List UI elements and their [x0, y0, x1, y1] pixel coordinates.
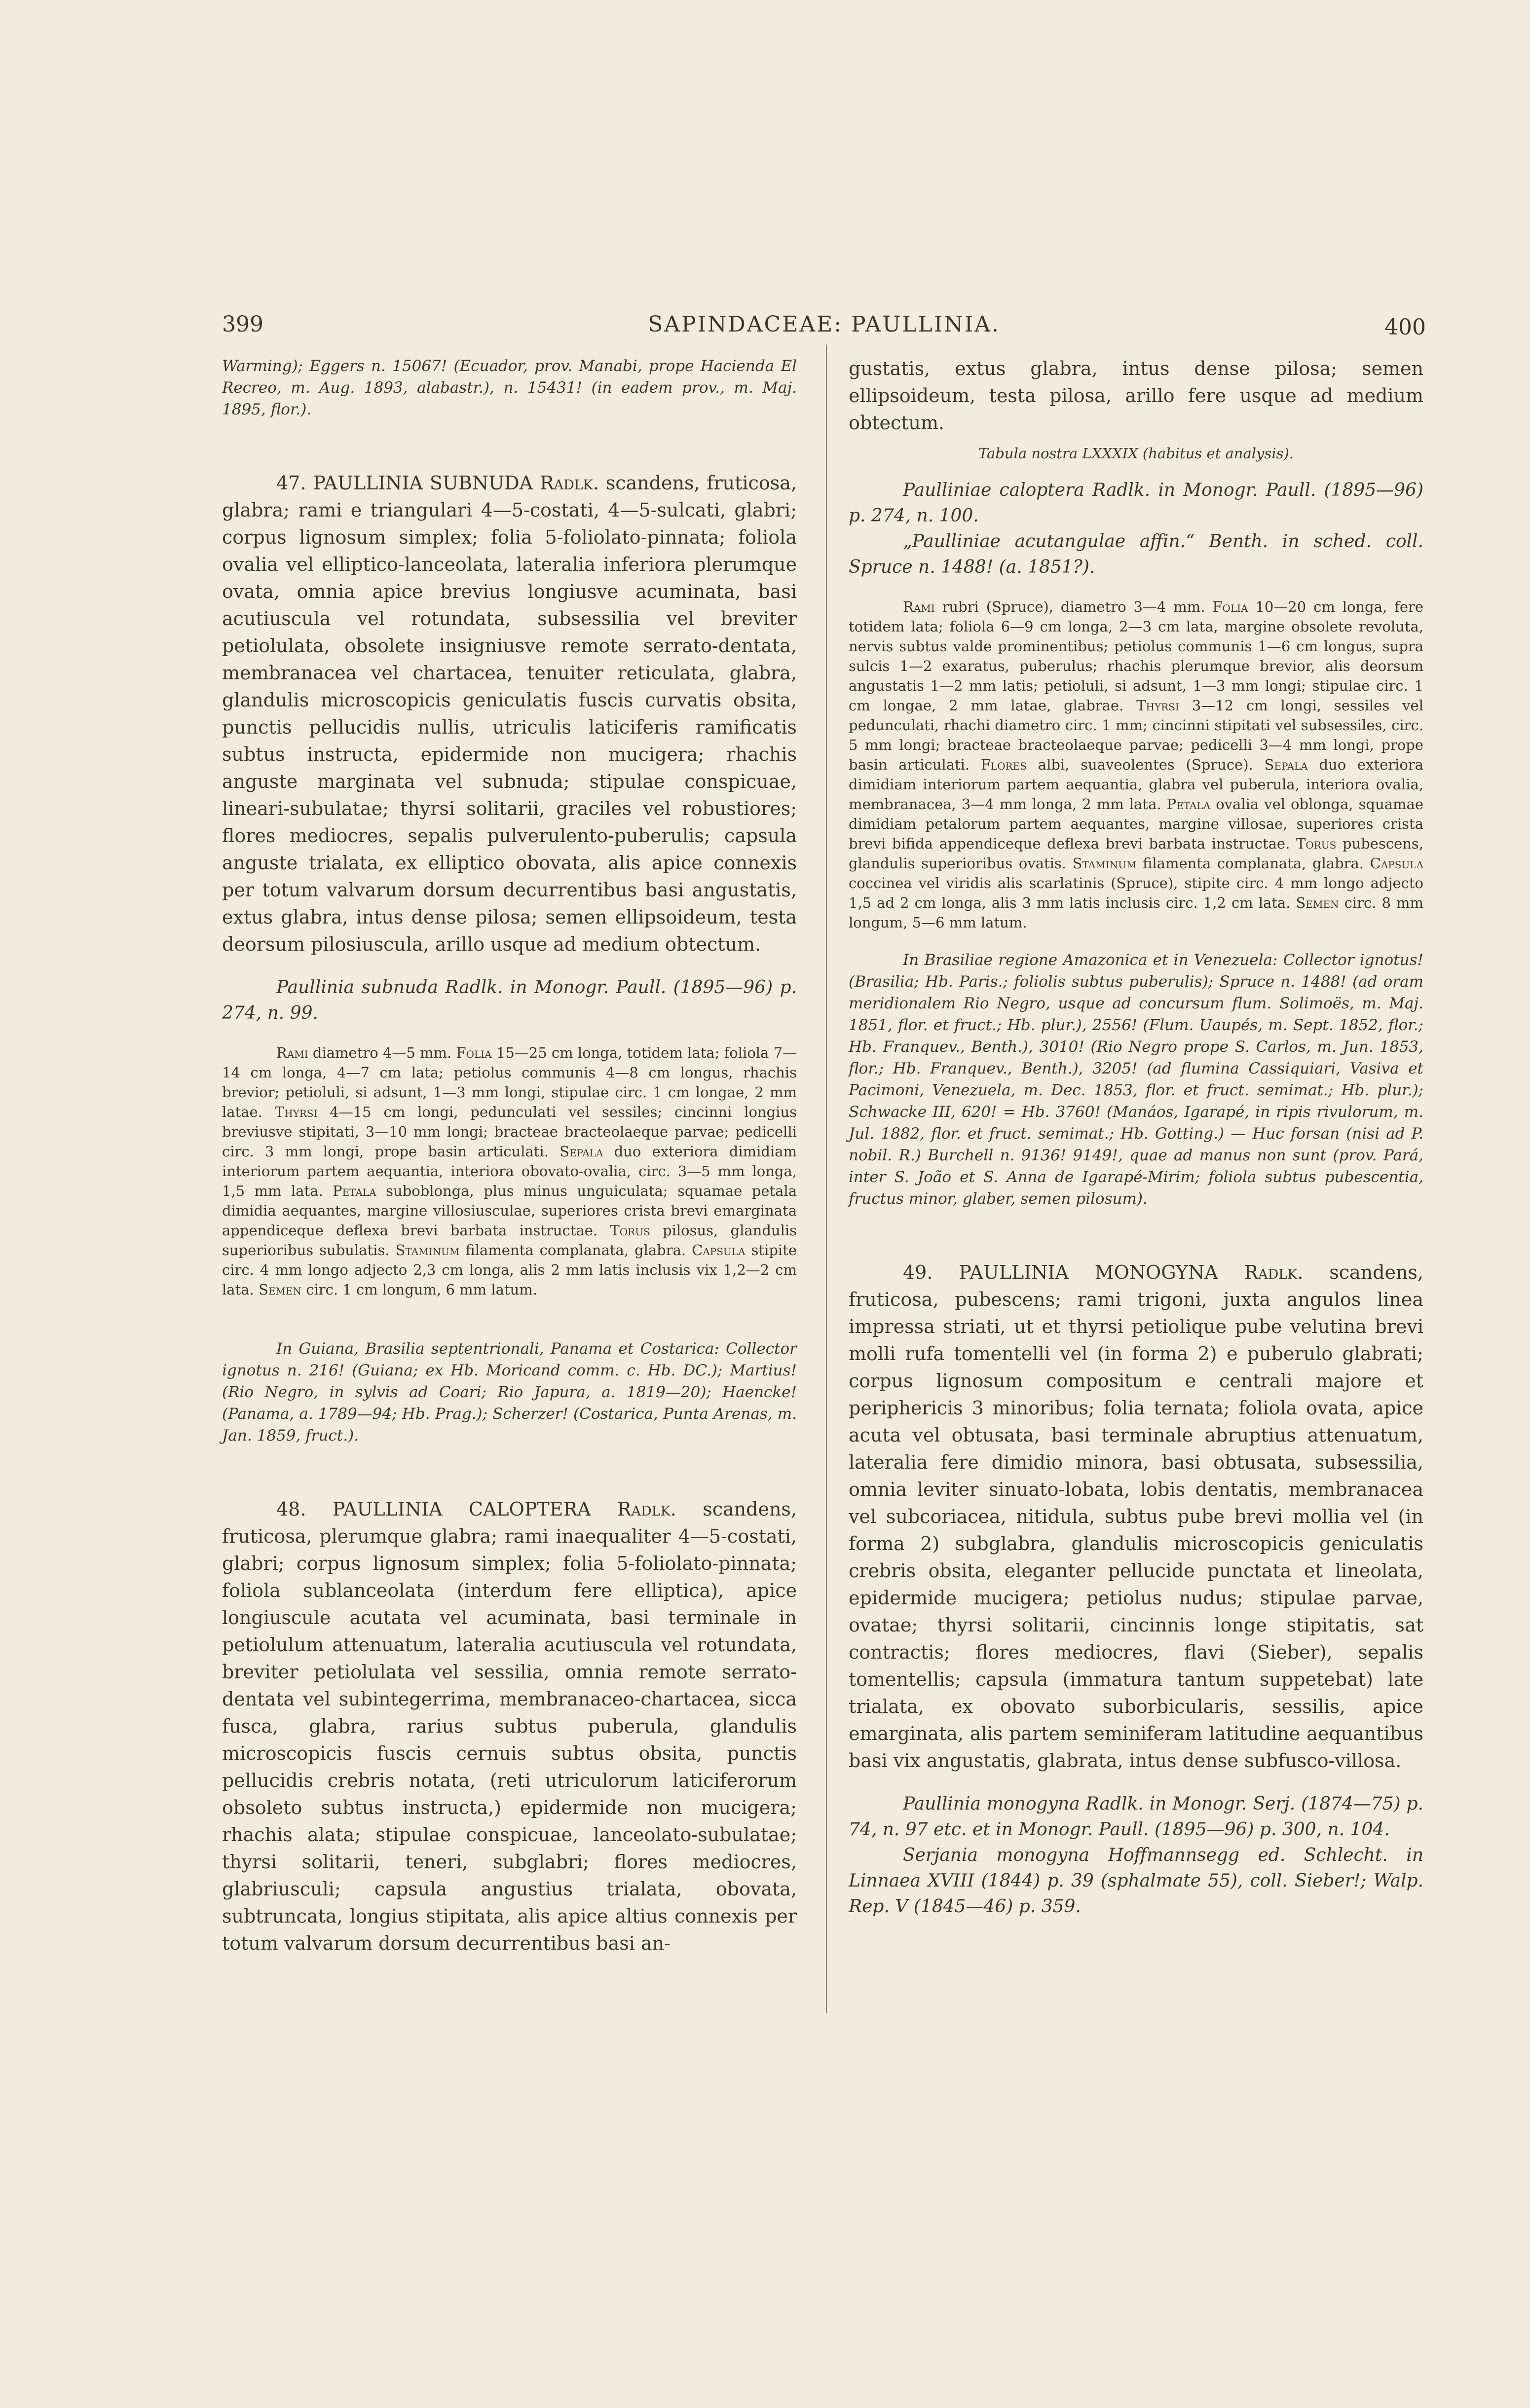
column-divider: [826, 345, 827, 2013]
species-48-author: Radlk.: [617, 1498, 676, 1520]
detail-text: ovalia vel oblonga, squamae dimidiam petalorum partem aequantes, margine villosae, superiores crista brevi bifida appendiceque deflexa brevi barbata instructae.: [849, 796, 1423, 852]
detail-text: filamenta complanata, glabra.: [1143, 855, 1364, 872]
detail-label: Sepala: [560, 1143, 603, 1160]
species-48-citation-1: Paulliniae caloptera Radlk. in Monogr. Paull. (1895—96) p. 274, n. 100.: [849, 480, 1423, 526]
species-49-text: scandens, fruticosa, pubescens; rami trigoni, juxta angulos linea impressa striati, ut et thyrsi petiolique pube velutina brevi molli rufa tomentelli vel (in forma 2) e puberulo glabrati; corpus lignosum compositum e centrali majore et periphericis 3 minoribus; folia ternata; foliola ovata, apice acuta vel obtusata, basi terminale abruptius attenuatum, lateralia fere dimidio minora, basi obtusata, subsessilia, omnia leviter sinuato-lobata, lobis dentatis, membranacea vel subcoriacea, nitidula, subtus pube brevi mollia vel (in forma 2) subglabra, glandulis microscopicis geniculatis crebris obsita, eleganter pellucide punctata et lineolata, epidermide mucigera; petiolus nudus; stipulae parvae, ovatae; thyrsi solitarii, cincinnis longe stipitatis, sat contractis; flores mediocres, flavi (Sieber), sepalis tomentellis; capsula (immatura tantum suppetebat) late trialata, ex obovato suborbicularis, sessilis, apice emarginata, alis partem seminiferam latitudine aequantibus basi vix angustatis, glabrata, intus dense subfusco-villosa.: [849, 1261, 1423, 1772]
detail-text: suboblonga, plus minus unguiculata; squamae petala dimidia aequantes, margine villosiusculae, superiores crista brevi emarginata appendiceque deflexa brevi barbata instructae.: [222, 1183, 797, 1239]
detail-text: circ. 8 mm longum, 5—6 mm latum.: [849, 894, 1424, 931]
detail-label: Torus: [1296, 835, 1337, 852]
detail-text: pubescens, glandulis superioribus ovatis.: [849, 835, 1424, 872]
page-header: [222, 302, 1426, 346]
detail-label: Petala: [1166, 796, 1211, 813]
species-48-name: PAULLINIA CALOPTERA: [332, 1498, 591, 1520]
detail-label: Semen: [258, 1281, 301, 1298]
species-47-author: Radlk.: [539, 472, 599, 494]
intro-note: Warming); Eggers n. 15067! (Ecuador, prov. Manabi, prope Hacienda El Recreo, m. Aug. 1893, alabastr.), n. 15431! (in eadem prov., m. Maj. 1895, flor.).: [222, 357, 797, 418]
species-48-details: [849, 597, 1423, 932]
detail-label: Torus: [610, 1222, 650, 1239]
detail-label: Capsula: [692, 1242, 746, 1259]
plate-note: Tabula nostra LXXXIX (habitus et analysis).: [978, 445, 1294, 462]
species-47-name: PAULLINIA SUBNUDA: [313, 472, 533, 494]
detail-label: Flores: [980, 756, 1027, 773]
species-49-citation-1: Paullinia monogyna Radlk. in Monogr. Serj. (1874—75) p. 74, n. 97 etc. et in Monogr. Paull. (1895—96) p. 300, n. 104.: [849, 1794, 1423, 1840]
species-47-citation: Paullinia subnuda Radlk. in Monogr. Paull. (1895—96) p. 274, n. 99.: [222, 977, 797, 1023]
species-48-description: [222, 1496, 797, 1957]
species-47-distribution: In Guiana, Brasilia septentrionali, Panama et Costarica: Collector ignotus n. 216! (Guiana; ex Hb. Moricand comm. c. Hb. DC.); Martius! (Rio Negro, in sylvis ad Coari; Rio Japura, a. 1819—20); Haencke! (Panama, a. 1789—94; Hb. Prag.); Scherzer! (Costarica, Punta Arenas, m. Jan. 1859, fruct.).: [222, 1340, 797, 1445]
detail-text: 4—15 cm longi, pedunculati vel sessiles; cincinni longius breviusve stipitati, 3—10 mm longi; bracteae bracteolaeque parvae; pedicelli circ. 3 mm longi, prope basin articulati.: [222, 1104, 797, 1160]
species-47-number: 47.: [276, 472, 306, 494]
species-49-name: PAULLINIA MONOGYNA: [959, 1261, 1218, 1283]
detail-label: Thyrsi: [1136, 697, 1179, 714]
detail-text: circ. 1 cm longum, 6 mm latum.: [306, 1281, 537, 1298]
detail-label: Staminum: [1072, 855, 1137, 872]
detail-label: Rami: [903, 598, 935, 615]
species-48-citation-2: „Paulliniae acutangulae affin.“ Benth. in sched. coll. Spruce n. 1488! (a. 1851?).: [849, 531, 1423, 577]
detail-label: Folia: [1212, 598, 1248, 615]
species-48-continuation: gustatis, extus glabra, intus dense pilosa; semen ellipsoideum, testa pilosa, arillo fere usque ad medium obtectum.: [849, 358, 1423, 434]
species-48-distribution: In Brasiliae regione Amazonica et in Venezuela: Collector ignotus! (Brasilia; Hb. Paris.; foliolis subtus puberulis); Spruce n. 1488! (ad oram meridionalem Rio Negro, usque ad concursum flum. Solimoës, m. Maj. 1851, flor. et fruct.; Hb. plur.), 2556! (Flum. Uaupés, m. Sept. 1852, flor.; Hb. Franquev., Benth.), 3010! (Rio Negro prope S. Carlos, m. Jun. 1853, flor.; Hb. Franquev., Benth.), 3205! (ad flumina Cassiquiari, Vasiva et Pacimoni, Venezuela, m. Dec. 1853, flor. et fruct. semimat.; Hb. plur.); Schwacke III, 620! = Hb. 3760! (Manáos, Igarapé, in ripis rivulorum, m. Jul. 1882, flor. et fruct. semimat.; Hb. Gotting.) — Huc forsan (nisi ad P. nobil. R.) Burchell n. 9136! 9149!, quae ad manus non sunt (prov. Pará, inter S. João et S. Anna de Igarapé-Mirim; foliola subtus pubescentia, fructus minor, glaber, semen pilosum).: [849, 951, 1423, 1208]
detail-label: Sepala: [1264, 756, 1308, 773]
detail-label: Staminum: [395, 1242, 460, 1259]
species-49-citation-2: Serjania monogyna Hoffmannsegg ed. Schlecht. in Linnaea XVIII (1844) p. 39 (sphalmate 55), coll. Sieber!; Walp. Rep. V (1845—46) p. 359.: [849, 1845, 1423, 1917]
detail-text: stipite circ. 4 mm longo adjecto 2,3 cm longa, alis 2 mm latis inclusis vix 1,2—2 cm lata.: [222, 1242, 797, 1298]
detail-label: Semen: [1296, 894, 1339, 911]
species-47-details: [222, 1043, 797, 1299]
right-column: [849, 355, 1423, 1920]
detail-text: diametro 4—5 mm.: [312, 1044, 452, 1061]
detail-text: filamenta complanata, glabra.: [465, 1242, 686, 1259]
left-column: [222, 355, 797, 1957]
detail-text: 15—25 cm longa, totidem lata; foliola 7—14 cm longa, 4—7 cm lata; petiolus communis 4—8 cm longus, rhachis brevior; petioluli, si adsunt, 1—3 mm longi, stipulae circ. 1 cm longae, 2 mm latae.: [222, 1044, 797, 1120]
detail-label: Petala: [333, 1183, 376, 1199]
detail-text: duo exteriora dimidiam interiorum partem aequantia, glabra vel puberula, interiora ovalia, membranacea, 3—4 mm longa, 2 mm lata.: [849, 756, 1423, 813]
detail-text: pilosus, glandulis superioribus subulatis.: [222, 1222, 797, 1259]
species-48-number: 48.: [276, 1498, 306, 1520]
species-49-author: Radlk.: [1244, 1261, 1304, 1283]
running-title: SAPINDACEAE: PAULLINIA.: [648, 312, 1000, 337]
species-49-number: 49.: [903, 1261, 933, 1283]
detail-label: Folia: [456, 1044, 492, 1061]
detail-label: Capsula: [1370, 855, 1424, 872]
detail-label: Thyrsi: [274, 1104, 318, 1120]
page-number-left: 399: [222, 312, 263, 337]
species-47-text: scandens, fruticosa, glabra; rami e triangulari 4—5-costati, 4—5-sulcati, glabri; corpus lignosum simplex; folia 5-foliolato-pinnata; foliola ovalia vel elliptico-lanceolata, lateralia inferiora plerumque ovata, omnia apice brevius longiusve acuminata, basi acutiuscula vel rotundata, subsessilia vel breviter petiolulata, obsolete insigniusve remote serrato-dentata, membranacea vel chartacea, tenuiter reticulata, glabra, glandulis microscopicis geniculatis fuscis curvatis obsita, punctis pellucidis nullis, utriculis laticiferis ramificatis subtus instructa, epidermide non mucigera; rhachis anguste marginata vel subnuda; stipulae conspicuae, lineari-subulatae; thyrsi solitarii, graciles vel robustiores; flores mediocres, sepalis pulverulento-puberulis; capsula anguste trialata, ex elliptico obovata, alis apice connexis per totum valvarum dorsum decurrentibus basi angustatis, extus glabra, intus dense pilosa; semen ellipsoideum, testa deorsum pilosiuscula, arillo usque ad medium obtectum.: [222, 472, 797, 955]
species-48-text: scandens, fruticosa, plerumque glabra; rami inaequaliter 4—5-costati, glabri; corpus lignosum simplex; folia 5-foliolato-pinnata; foliola sublanceolata (interdum fere elliptica), apice longiuscule acutata vel acuminata, basi terminale in petiolulum attenuatum, lateralia acutiuscula vel rotundata, breviter petiolulata vel sessilia, omnia remote serrato-dentata vel subintegerrima, membranaceo-chartacea, sicca fusca, glabra, rarius subtus puberula, glandulis microscopicis fuscis cernuis subtus obsita, punctis pellucidis crebris notata, (reti utriculorum laticiferorum obsoleto subtus instructa,) epidermide non mucigera; rhachis alata; stipulae conspicuae, lanceolato-subulatae; thyrsi solitarii, teneri, subglabri; flores mediocres, glabriusculi; capsula angustius trialata, obovata, subtruncata, longius stipitata, alis apice altius connexis per totum valvarum dorsum decurrentibus basi an-: [222, 1498, 797, 1954]
species-49-description: [849, 1259, 1423, 1775]
detail-text: 3—12 cm longi, sessiles vel pedunculati, rhachi diametro circ. 1 mm; cincinni stipitati vel subsessiles, circ. 5 mm longi; bracteae bracteolaeque parvae; pedicelli 3—4 mm longi, prope basin articulati.: [849, 697, 1423, 773]
species-47-description: [222, 470, 797, 958]
detail-text: coccinea vel viridis alis scarlatinis (Spruce), stipite circ. 4 mm longo adjecto 1,5 ad 2 cm longa, alis 3 mm latis inclusis circ. 1,2 cm lata.: [849, 875, 1423, 911]
detail-label: Rami: [276, 1044, 308, 1061]
detail-text: 10—20 cm longa, fere totidem lata; foliola 6—9 cm longa, 2—3 cm lata, margine obsolete revoluta, nervis subtus valde prominentibus; petiolus communis 1—6 cm longus, supra sulcis 1—2 exaratus, puberulus; rhachis plerumque brevior, alis deorsum angustatis 1—2 mm latis; petioluli, si adsunt, 1—3 mm longi; stipulae circ. 1 cm longae, 2 mm latae, glabrae.: [849, 598, 1424, 714]
page-number-right: 400: [1384, 315, 1426, 340]
detail-text: albi, suaveolentes (Spruce).: [1038, 756, 1253, 773]
detail-text: rubri (Spruce), diametro 3—4 mm.: [942, 598, 1205, 615]
detail-text: duo exteriora dimidiam interiorum partem aequantia, interiora obovato-ovalia, circ. 3—5 mm longa, 1,5 mm lata.: [222, 1143, 797, 1199]
